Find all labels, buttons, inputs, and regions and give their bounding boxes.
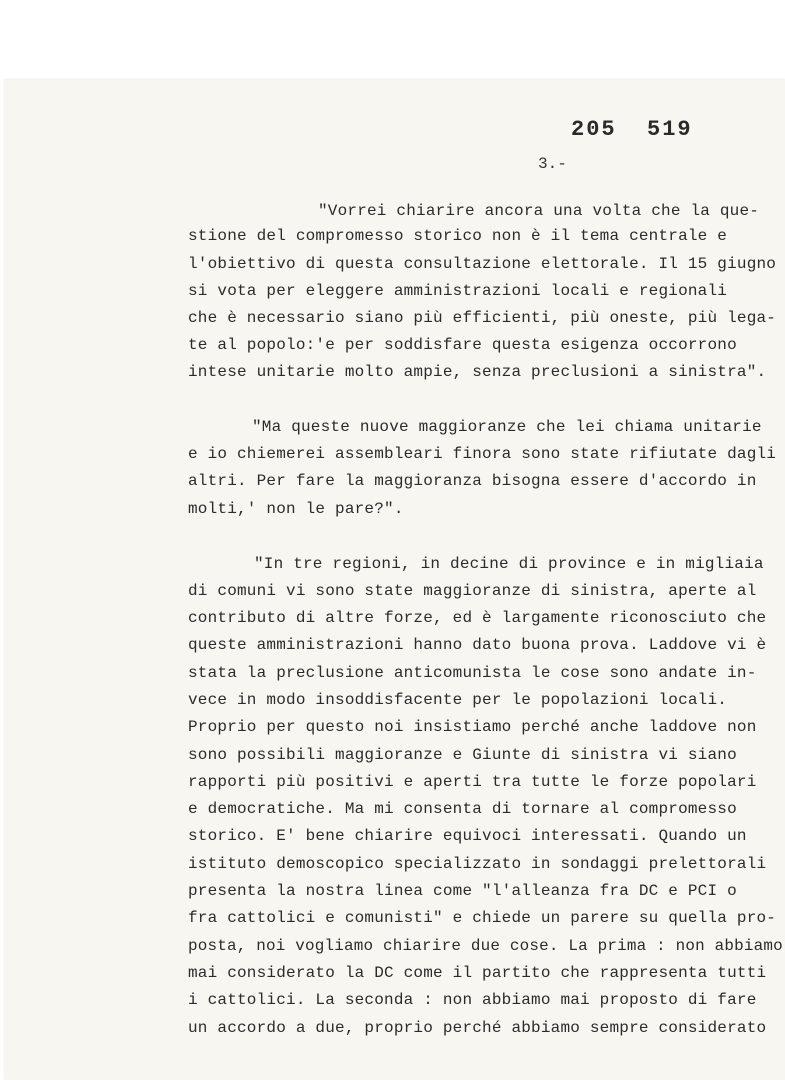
text-line: istituto demoscopico specializzato in sondaggi prelettorali: [188, 855, 767, 873]
page-number: 3.-: [538, 155, 567, 173]
text-line: di comuni vi sono state maggioranze di sinistra, aperte al: [188, 582, 757, 600]
archive-number-stamp: 205 519: [571, 117, 693, 142]
text-line: stata la preclusione anticomunista le cose sono andate in-: [188, 664, 757, 682]
text-line: che è necessario siano più efficienti, più oneste, più lega-: [188, 309, 777, 327]
text-line: "In tre regioni, in decine di province e in migliaia: [254, 555, 764, 573]
text-line: mai considerato la DC come il partito che rappresenta tutti: [188, 964, 767, 982]
text-line: intese unitarie molto ampie, senza preclusioni a sinistra".: [188, 363, 767, 381]
text-line: i cattolici. La seconda : non abbiamo mai proposto di fare: [188, 991, 757, 1009]
text-line: l'obiettivo di questa consultazione elettorale. Il 15 giugno: [188, 255, 777, 273]
text-line: "Vorrei chiarire ancora una volta che la que-: [318, 202, 760, 220]
text-line: sono possibili maggioranze e Giunte di sinistra vi siano: [188, 746, 737, 764]
text-line: molti,' non le pare?".: [188, 500, 404, 518]
text-line: "Ma queste nuove maggioranze che lei chiama unitarie: [252, 418, 762, 436]
text-line: e io chiemerei assembleari finora sono state rifiutate dagli: [188, 445, 777, 463]
text-line: si vota per eleggere amministrazioni locali e regionali: [188, 282, 728, 300]
text-line: rapporti più positivi e aperti tra tutte le forze popolari: [188, 773, 757, 791]
text-line: posta, noi vogliamo chiarire due cose. La prima : non abbiamo: [188, 937, 783, 955]
text-line: stione del compromesso storico non è il tema centrale e: [188, 227, 728, 245]
text-line: queste amministrazioni hanno dato buona prova. Laddove vi è: [188, 636, 767, 654]
text-line: e democratiche. Ma mi consenta di tornare al compromesso: [188, 800, 737, 818]
text-line: fra cattolici e comunisti" e chiede un parere su quella pro-: [188, 909, 777, 927]
text-line: un accordo a due, proprio perché abbiamo sempre considerato: [188, 1019, 767, 1037]
text-line: vece in modo insoddisfacente per le popolazioni locali.: [188, 691, 728, 709]
text-line: contributo di altre forze, ed è largamente riconosciuto che: [188, 609, 767, 627]
text-line: presenta la nostra linea come "l'alleanza fra DC e PCI o: [188, 882, 737, 900]
text-line: altri. Per fare la maggioranza bisogna essere d'accordo in: [188, 472, 757, 490]
text-line: storico. E' bene chiarire equivoci interessati. Quando un: [188, 827, 747, 845]
text-line: te al popolo:'e per soddisfare questa esigenza occorrono: [188, 336, 737, 354]
text-line: Proprio per questo noi insistiamo perché anche laddove non: [188, 718, 757, 736]
